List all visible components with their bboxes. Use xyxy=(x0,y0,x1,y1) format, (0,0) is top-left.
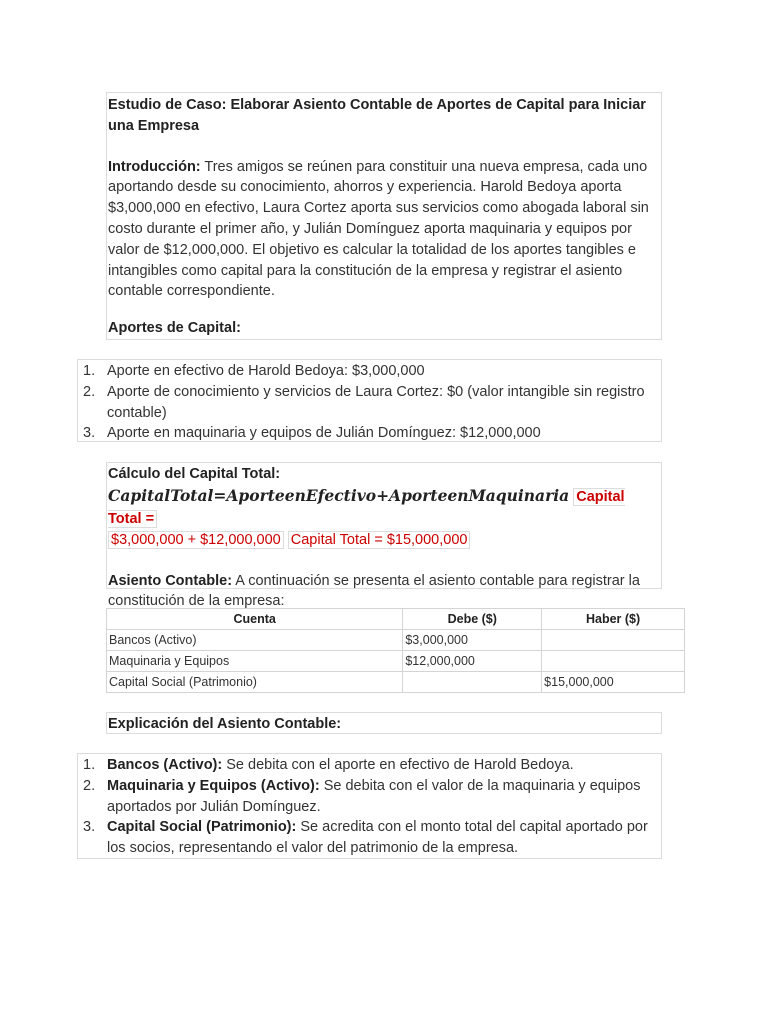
asiento-label: Asiento Contable: xyxy=(108,572,233,589)
calculo-heading: Cálculo del Capital Total: xyxy=(108,466,281,482)
aportes-heading: Aportes de Capital: xyxy=(108,320,241,337)
intro-section xyxy=(106,92,662,340)
formula-line xyxy=(108,485,661,530)
list-item: 2. Aporte de conocimiento y servicios de Laura Cortez: $0 (valor intangible sin registro contable) xyxy=(83,383,645,421)
asiento-paragraph xyxy=(108,571,661,613)
capital-sum: $3,000,000 + $12,000,000 xyxy=(108,531,284,549)
header-haber: Haber ($) xyxy=(542,609,685,630)
intro-paragraph xyxy=(108,157,661,303)
aportes-list xyxy=(77,359,662,442)
table-row: Bancos (Activo) $3,000,000 xyxy=(107,630,685,651)
intro-text: Tres amigos se reúnen para constituir una nueva empresa, cada uno aportando desde su conocimiento, ahorros y experiencia. Harold Bedoya aporta $3,000,000 en efectivo, Laura Cortez aporta sus servicios como abogada laboral sin costo durante el primer año, y Julián Domínguez aporta maquinaria y equipos por valor de $12,000,000. El objetivo es calcular la totalidad de los aportes tangibles e intangibles como capital para la constitución de la empresa y registrar el asiento contable correspondiente. xyxy=(108,158,649,300)
formula: CapitalTotal=AporteenEfectivo+AporteenMaquinaria xyxy=(108,485,570,505)
asiento-table xyxy=(106,608,685,693)
explicacion-heading: Explicación del Asiento Contable: xyxy=(108,716,342,732)
explicacion-list xyxy=(77,753,662,859)
header-cuenta: Cuenta xyxy=(107,609,403,630)
document-title: Estudio de Caso: Elaborar Asiento Contable de Aportes de Capital para Iniciar una Empresa xyxy=(108,97,646,134)
formula-values-line xyxy=(108,530,661,551)
calculo-section xyxy=(106,462,662,610)
list-item: 3. Aporte en maquinaria y equipos de Julián Domínguez: $12,000,000 xyxy=(83,425,541,442)
header-debe: Debe ($) xyxy=(403,609,542,630)
intro-label: Introducción: xyxy=(108,158,201,175)
table-row: Maquinaria y Equipos $12,000,000 xyxy=(107,651,685,672)
capital-total-result: Capital Total = $15,000,000 xyxy=(288,531,471,549)
capital-total-label: Capital Total = xyxy=(108,488,625,527)
list-item: 1. Aporte en efectivo de Harold Bedoya: $3,000,000 xyxy=(83,363,425,379)
list-item: 2. Maquinaria y Equipos (Activo): Se debita con el valor de la maquinaria y equipos aportados por Julián Domínguez. xyxy=(83,777,641,815)
table-row: Capital Social (Patrimonio) $15,000,000 xyxy=(107,672,685,693)
list-item: 3. Capital Social (Patrimonio): Se acredita con el monto total del capital aportado por los socios, representando el valor del patrimonio de la empresa. xyxy=(83,819,648,857)
table-header-row xyxy=(107,609,685,630)
list-item: 1. Bancos (Activo): Se debita con el aporte en efectivo de Harold Bedoya. xyxy=(83,757,574,773)
asiento-text: A continuación se presenta el asiento contable para registrar la constitución de la empresa: xyxy=(108,572,640,610)
explicacion-heading-box xyxy=(106,712,662,734)
